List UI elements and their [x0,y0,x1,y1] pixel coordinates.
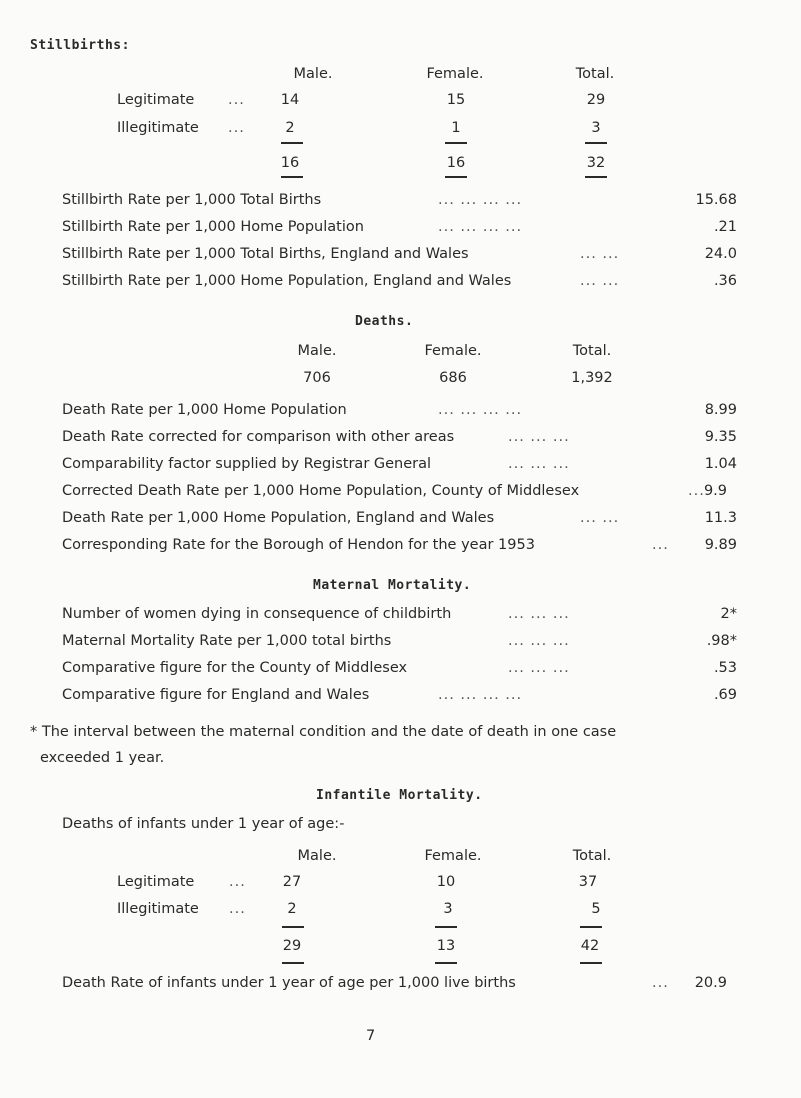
stillbirths-heading: Stillbirths: [30,38,130,53]
col-header-total: Total. [572,343,612,359]
rate-label: Corresponding Rate for the Borough of Hendon for the year 1953 [62,537,535,553]
leader-dots: ... [652,975,669,991]
rate-label: Comparative figure for the County of Middlesex [62,660,408,676]
cell-female: 10 [436,874,456,890]
total-rule [580,962,602,964]
row-label-legitimate: Legitimate [117,92,195,108]
rate-label: Number of women dying in consequence of childbirth [62,606,452,622]
rate-value: .53 [713,660,737,676]
footnote-continued: exceeded 1 year. [40,750,165,766]
leader-dots: ... ... ... [508,456,570,472]
rate-value: 11.3 [704,510,737,526]
rate-value: .36 [713,273,737,289]
leader-dots: ... [652,537,669,553]
rate-label: Death Rate per 1,000 Home Population [62,402,347,418]
rate-value: 1.04 [704,456,737,472]
rate-value: 9.9 [703,483,727,499]
total-rule [445,176,467,178]
leader-dots: ... ... [580,273,620,289]
cell-female: 1 [451,120,461,136]
deaths-heading: Deaths. [355,314,414,329]
rate-label: Stillbirth Rate per 1,000 Total Births, England and Wales [62,246,469,262]
rate-value: 20.9 [694,975,727,991]
rate-label: Maternal Mortality Rate per 1,000 total births [62,633,392,649]
cell-total: 3 [591,120,601,136]
sum-rule [282,926,304,928]
rate-value: 24.0 [704,246,737,262]
cell-total: 37 [578,874,598,890]
sum-rule [445,142,467,144]
col-header-male: Male. [297,848,337,864]
footnote: * The interval between the maternal condition and the date of death in one case [30,724,617,740]
rate-label: Death Rate of infants under 1 year of age per 1,000 live births [62,975,516,991]
sum-rule [281,142,303,144]
rate-label: Comparability factor supplied by Registrar General [62,456,432,472]
total-female: 13 [436,938,456,954]
rate-label: Death Rate corrected for comparison with other areas [62,429,455,445]
total-total: 42 [580,938,600,954]
rate-value: 8.99 [704,402,737,418]
deaths-total: 1,392 [571,370,613,386]
maternal-heading: Maternal Mortality. [313,578,472,593]
total-female: 16 [446,155,466,171]
cell-male: 27 [282,874,302,890]
leader-dots: ... ... [580,246,620,262]
leader-dots: ... [229,901,246,917]
rate-value: 9.35 [704,429,737,445]
deaths-male: 706 [303,370,331,386]
leader-dots: ... ... [580,510,620,526]
row-label-legitimate: Legitimate [117,874,195,890]
leader-dots: ... ... ... ... [438,687,523,703]
total-male: 16 [280,155,300,171]
col-header-total: Total. [575,66,615,82]
cell-male: 2 [287,901,297,917]
col-header-female: Female. [426,66,484,82]
leader-dots: ... [228,120,245,136]
rate-value: 2* [720,606,737,622]
sum-rule [585,142,607,144]
total-rule [435,962,457,964]
cell-female: 15 [446,92,466,108]
sum-rule [580,926,602,928]
leader-dots: ... ... ... [508,606,570,622]
rate-label: Stillbirth Rate per 1,000 Home Population, England and Wales [62,273,512,289]
rate-label: Death Rate per 1,000 Home Population, England and Wales [62,510,495,526]
sum-rule [435,926,457,928]
cell-total: 29 [586,92,606,108]
col-header-female: Female. [424,848,482,864]
rate-value: .98* [706,633,737,649]
cell-male: 14 [280,92,300,108]
total-total: 32 [586,155,606,171]
total-male: 29 [282,938,302,954]
page-number: 7 [366,1028,376,1044]
leader-dots: ... ... ... ... [438,402,523,418]
total-rule [585,176,607,178]
row-label-illegitimate: Illegitimate [117,120,199,136]
rate-value: 15.68 [695,192,737,208]
col-header-male: Male. [293,66,333,82]
cell-male: 2 [285,120,295,136]
leader-dots: ... [229,874,246,890]
rate-value: .69 [713,687,737,703]
leader-dots: ... [228,92,245,108]
col-header-total: Total. [572,848,612,864]
infantile-heading: Infantile Mortality. [316,788,483,803]
total-rule [281,176,303,178]
rate-label: Comparative figure for England and Wales [62,687,370,703]
col-header-male: Male. [297,343,337,359]
rate-label: Stillbirth Rate per 1,000 Home Population [62,219,364,235]
leader-dots: ... ... ... [508,633,570,649]
deaths-female: 686 [439,370,467,386]
rate-label: Stillbirth Rate per 1,000 Total Births [62,192,322,208]
infantile-intro: Deaths of infants under 1 year of age:- [62,816,345,832]
rate-value: .21 [713,219,737,235]
leader-dots: ... [688,483,705,499]
leader-dots: ... ... ... [508,660,570,676]
cell-female: 3 [443,901,453,917]
cell-total: 5 [591,901,601,917]
row-label-illegitimate: Illegitimate [117,901,199,917]
rate-value: 9.89 [704,537,737,553]
rate-label: Corrected Death Rate per 1,000 Home Population, County of Middlesex [62,483,580,499]
col-header-female: Female. [424,343,482,359]
leader-dots: ... ... ... ... [438,219,523,235]
total-rule [282,962,304,964]
leader-dots: ... ... ... ... [438,192,523,208]
leader-dots: ... ... ... [508,429,570,445]
